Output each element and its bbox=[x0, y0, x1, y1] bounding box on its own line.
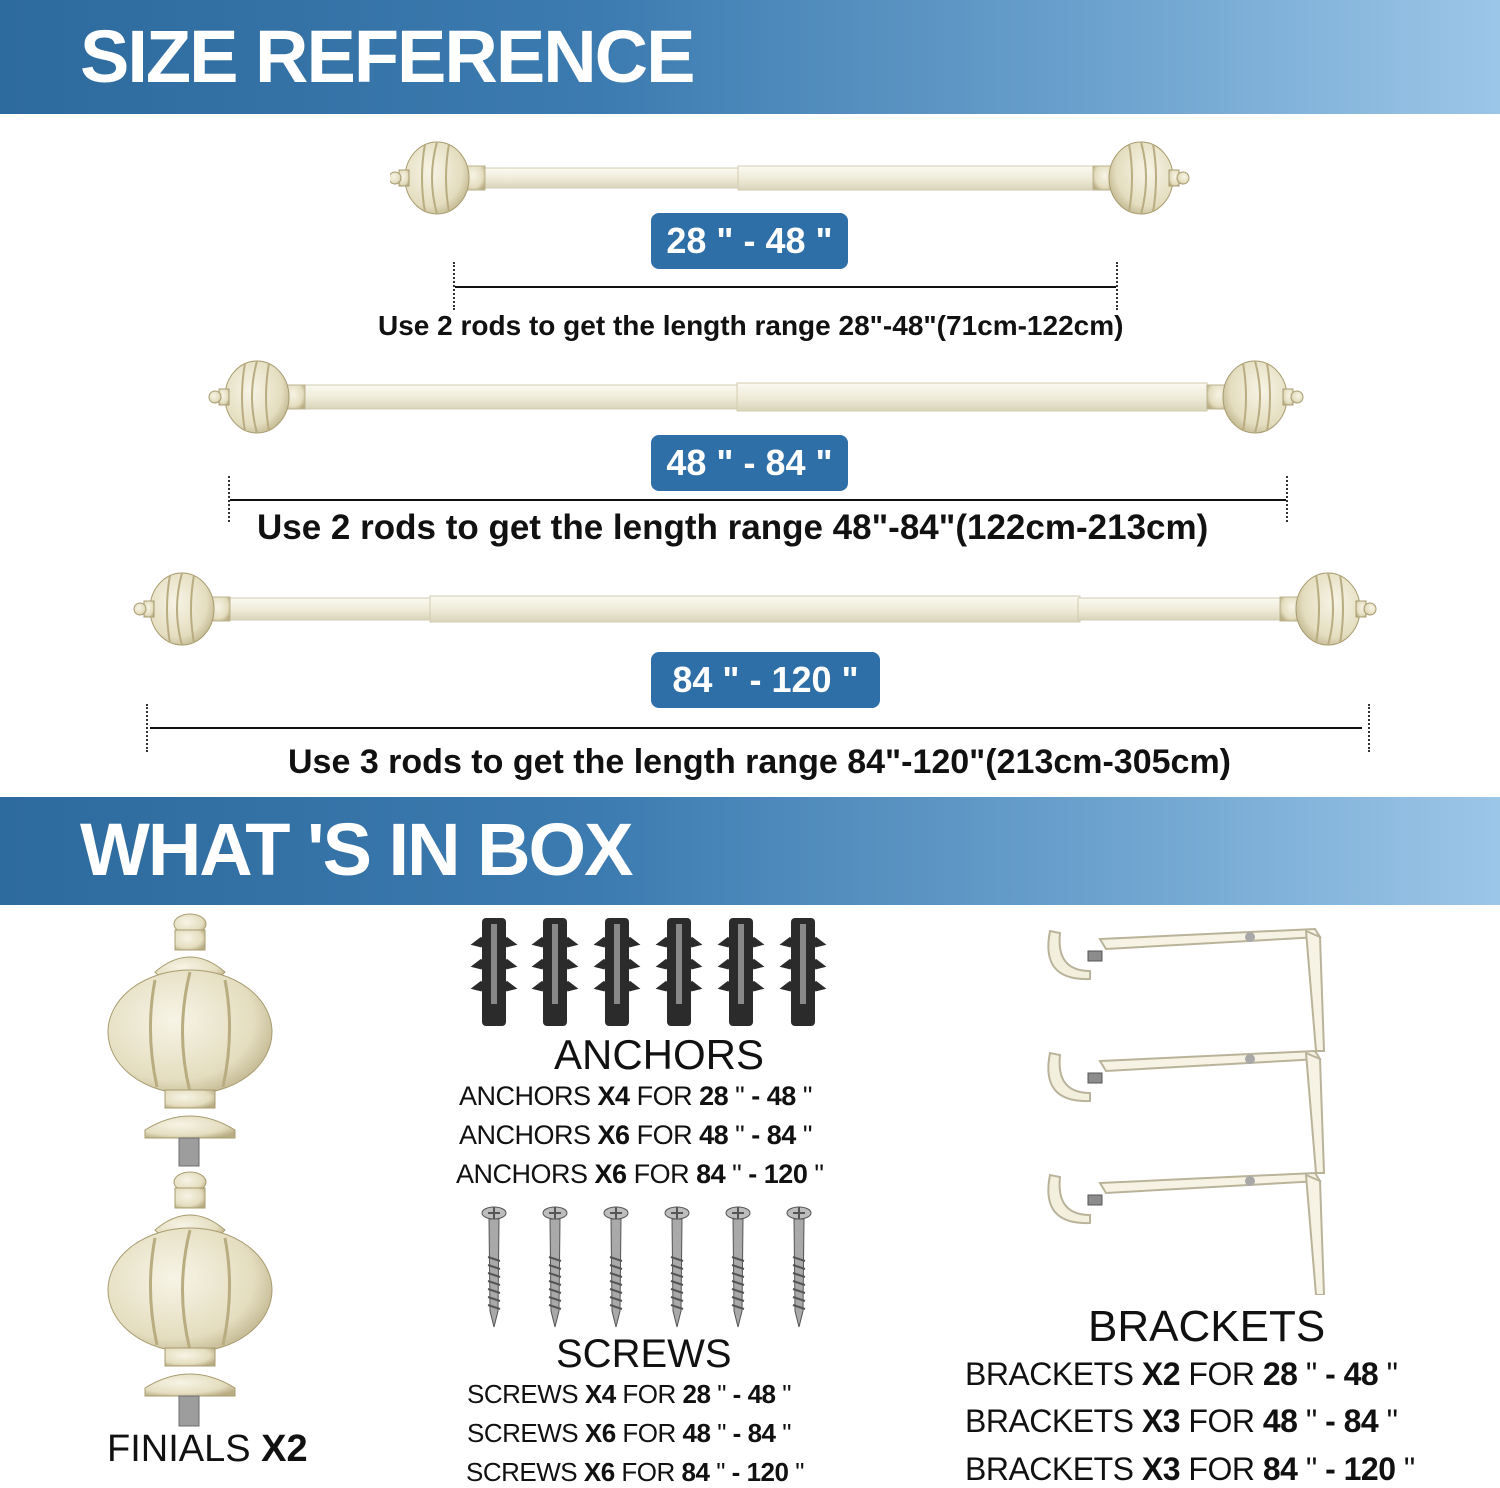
spec-qty: X6 bbox=[597, 1120, 630, 1150]
spec-dash: - bbox=[1325, 1403, 1336, 1439]
screws-line-3 bbox=[466, 1457, 804, 1488]
spec-qty: X4 bbox=[597, 1081, 630, 1111]
finials-qty: X2 bbox=[261, 1428, 308, 1470]
inch-mark: " bbox=[735, 1081, 745, 1111]
spec-from: 28 bbox=[1262, 1356, 1298, 1392]
spec-from: 84 bbox=[696, 1159, 726, 1189]
spec-to: 48 bbox=[747, 1379, 776, 1409]
inch-mark: " bbox=[1305, 1403, 1317, 1439]
finials-label bbox=[107, 1428, 308, 1471]
spec-qty: X3 bbox=[1141, 1451, 1181, 1487]
spec-dash: - bbox=[1325, 1356, 1336, 1392]
anchors-illustration bbox=[470, 916, 830, 1028]
range-badge-28-48: 28 " - 48 " bbox=[651, 213, 848, 269]
whats-in-box-banner bbox=[0, 797, 1500, 905]
spec-qty: X4 bbox=[584, 1379, 616, 1409]
brackets-title: BRACKETS bbox=[1088, 1302, 1326, 1351]
anchors-line-1 bbox=[459, 1081, 812, 1112]
spec-qty: X6 bbox=[594, 1159, 627, 1189]
inch-mark: " bbox=[1403, 1451, 1415, 1487]
spec-for: FOR bbox=[622, 1418, 676, 1448]
size-reference-banner bbox=[0, 0, 1500, 114]
range-badge-48-84: 48 " - 84 " bbox=[651, 435, 848, 491]
rod-84-120-illustration bbox=[130, 568, 1380, 652]
dimension-line bbox=[230, 499, 1286, 501]
spec-qty: X3 bbox=[1141, 1403, 1181, 1439]
rod-48-84-illustration bbox=[205, 355, 1310, 441]
spec-dash: - bbox=[732, 1379, 741, 1409]
inch-mark: " bbox=[802, 1120, 812, 1150]
dimension-line bbox=[455, 286, 1116, 288]
rod-caption-48-84: Use 2 rods to get the length range 48"-84"(122cm-213cm) bbox=[257, 508, 1209, 547]
spec-dash: - bbox=[1325, 1451, 1336, 1487]
inch-mark: " bbox=[717, 1418, 726, 1448]
spec-to: 48 bbox=[766, 1081, 796, 1111]
inch-mark: " bbox=[802, 1081, 812, 1111]
rod-caption-84-120: Use 3 rods to get the length range 84"-120"(213cm-305cm) bbox=[288, 743, 1232, 781]
dim-tick bbox=[1286, 476, 1288, 522]
screws-illustration bbox=[470, 1205, 830, 1330]
spec-qty: X6 bbox=[584, 1418, 616, 1448]
dim-tick bbox=[1116, 262, 1118, 310]
inch-mark: " bbox=[732, 1159, 742, 1189]
whats-in-box-title: WHAT 'S IN BOX bbox=[80, 808, 632, 891]
inch-mark: " bbox=[1386, 1356, 1398, 1392]
spec-item: BRACKETS bbox=[965, 1451, 1134, 1487]
spec-for: FOR bbox=[621, 1457, 675, 1487]
finial-bottom bbox=[108, 1172, 272, 1426]
finials-text: FINIALS bbox=[107, 1428, 251, 1470]
anchors-line-2 bbox=[459, 1120, 812, 1151]
brackets-illustration bbox=[1030, 915, 1340, 1295]
spec-from: 48 bbox=[682, 1418, 711, 1448]
spec-to: 120 bbox=[1343, 1451, 1396, 1487]
spec-to: 84 bbox=[747, 1418, 776, 1448]
rod-28-48-illustration bbox=[390, 140, 1190, 220]
spec-to: 84 bbox=[766, 1120, 796, 1150]
spec-for: FOR bbox=[636, 1120, 693, 1150]
inch-mark: " bbox=[782, 1418, 791, 1448]
spec-for: FOR bbox=[1188, 1451, 1255, 1487]
spec-dash: - bbox=[751, 1120, 760, 1150]
inch-mark: " bbox=[735, 1120, 745, 1150]
spec-item: BRACKETS bbox=[965, 1356, 1134, 1392]
finial-top bbox=[108, 914, 272, 1166]
spec-from: 28 bbox=[682, 1379, 711, 1409]
size-reference-title: SIZE REFERENCE bbox=[80, 15, 694, 98]
spec-qty: X2 bbox=[1141, 1356, 1181, 1392]
spec-item: BRACKETS bbox=[965, 1403, 1134, 1439]
inch-mark: " bbox=[1305, 1451, 1317, 1487]
brackets-line-2 bbox=[965, 1403, 1397, 1440]
spec-item: SCREWS bbox=[467, 1379, 579, 1409]
brackets-line-3 bbox=[965, 1451, 1415, 1488]
inch-mark: " bbox=[717, 1379, 726, 1409]
spec-to: 120 bbox=[746, 1457, 789, 1487]
spec-item: SCREWS bbox=[466, 1457, 578, 1487]
anchors-line-3 bbox=[456, 1159, 823, 1190]
inch-mark: " bbox=[782, 1379, 791, 1409]
finial-illustration bbox=[95, 912, 285, 1432]
spec-item: SCREWS bbox=[467, 1418, 579, 1448]
spec-for: FOR bbox=[1188, 1403, 1255, 1439]
spec-for: FOR bbox=[633, 1159, 690, 1189]
spec-from: 48 bbox=[1262, 1403, 1298, 1439]
spec-from: 84 bbox=[1262, 1451, 1298, 1487]
rod-caption-28-48: Use 2 rods to get the length range 28"-48"(71cm-122cm) bbox=[378, 310, 1124, 341]
dim-tick bbox=[1368, 704, 1370, 752]
screws-title: SCREWS bbox=[556, 1332, 732, 1376]
dimension-line bbox=[150, 727, 1362, 729]
spec-item: ANCHORS bbox=[459, 1120, 591, 1150]
spec-qty: X6 bbox=[583, 1457, 615, 1487]
spec-for: FOR bbox=[622, 1379, 676, 1409]
spec-dash: - bbox=[748, 1159, 757, 1189]
screws-line-1 bbox=[467, 1379, 791, 1410]
inch-mark: " bbox=[795, 1457, 804, 1487]
screws-line-2 bbox=[467, 1418, 791, 1449]
spec-for: FOR bbox=[636, 1081, 693, 1111]
range-badge-84-120: 84 " - 120 " bbox=[651, 652, 880, 708]
brackets-line-1 bbox=[965, 1356, 1397, 1393]
spec-dash: - bbox=[731, 1457, 740, 1487]
inch-mark: " bbox=[1305, 1356, 1317, 1392]
inch-mark: " bbox=[1386, 1403, 1398, 1439]
spec-to: 120 bbox=[763, 1159, 808, 1189]
spec-to: 84 bbox=[1343, 1403, 1379, 1439]
dim-tick bbox=[146, 704, 148, 752]
spec-for: FOR bbox=[1188, 1356, 1255, 1392]
spec-from: 48 bbox=[699, 1120, 729, 1150]
inch-mark: " bbox=[814, 1159, 824, 1189]
spec-dash: - bbox=[732, 1418, 741, 1448]
spec-to: 48 bbox=[1343, 1356, 1379, 1392]
spec-from: 84 bbox=[681, 1457, 710, 1487]
spec-item: ANCHORS bbox=[456, 1159, 588, 1189]
spec-dash: - bbox=[751, 1081, 760, 1111]
anchors-title: ANCHORS bbox=[554, 1031, 765, 1078]
spec-item: ANCHORS bbox=[459, 1081, 591, 1111]
spec-from: 28 bbox=[699, 1081, 729, 1111]
inch-mark: " bbox=[716, 1457, 725, 1487]
